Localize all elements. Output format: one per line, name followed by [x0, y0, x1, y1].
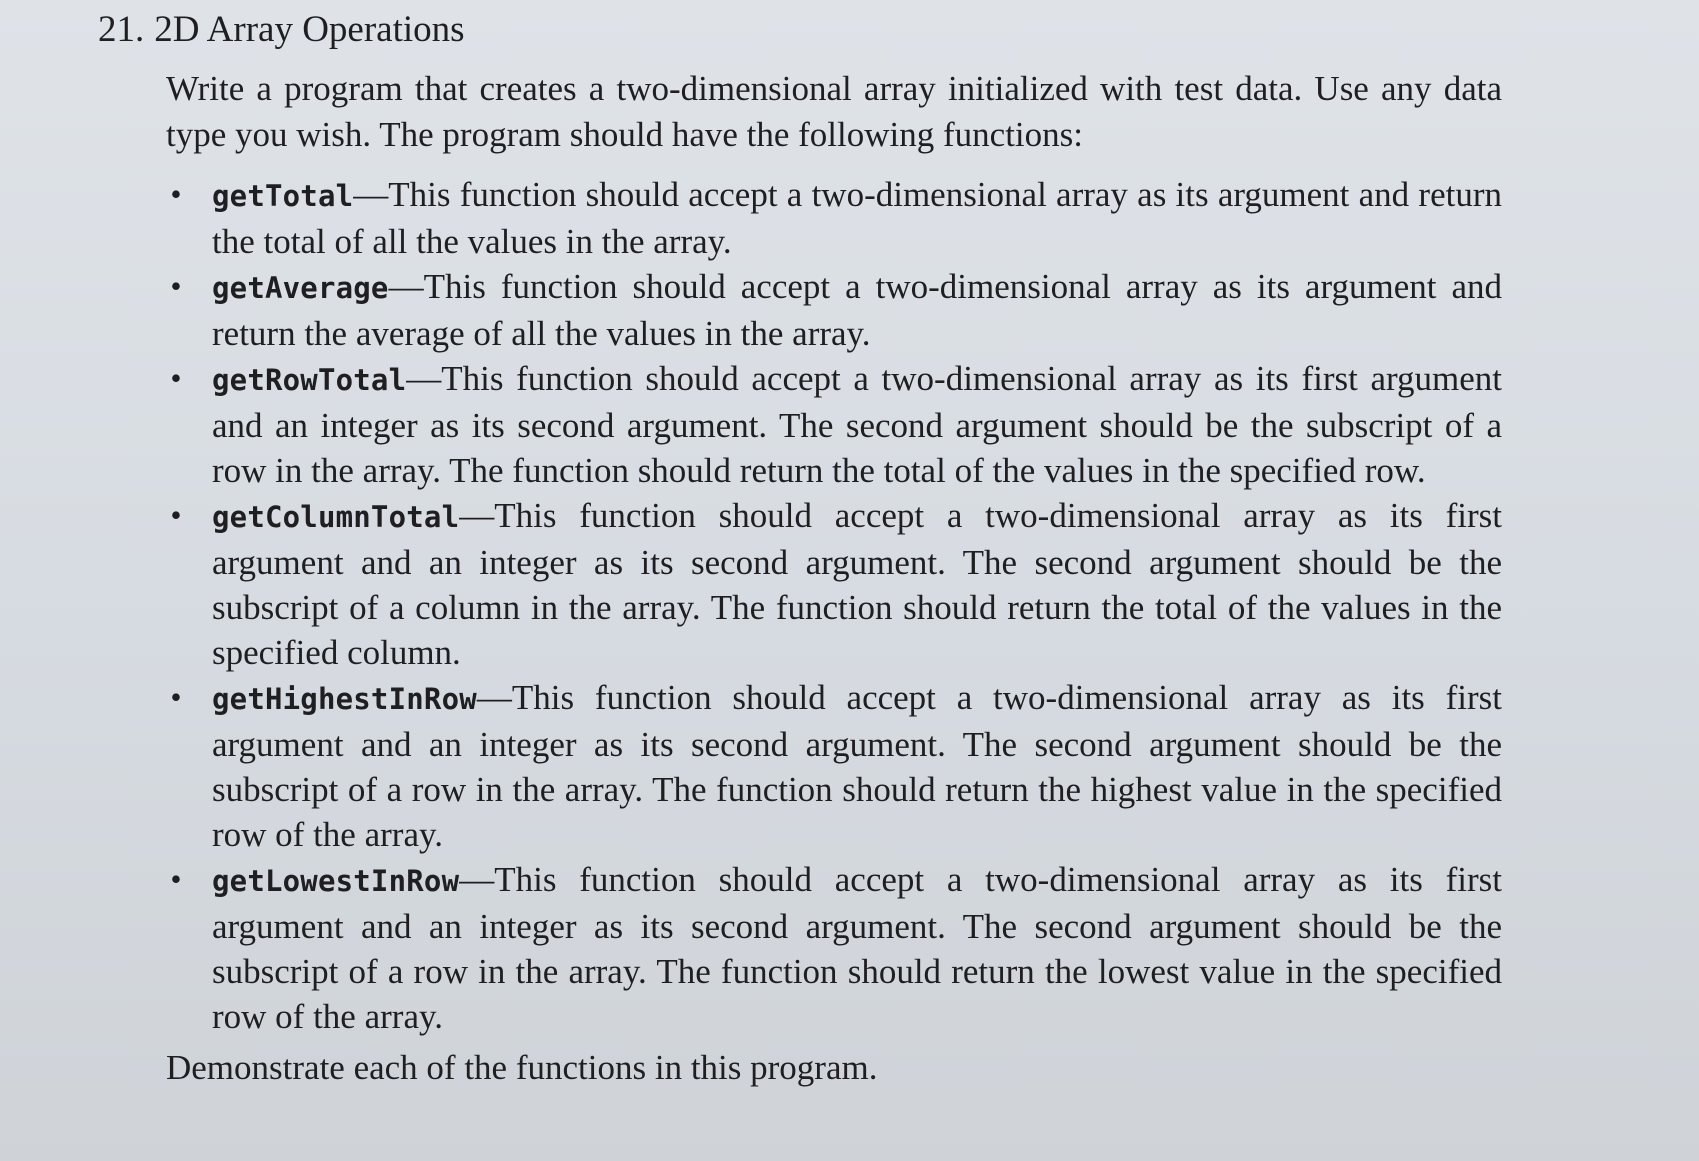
function-name: getRowTotal: [212, 363, 407, 397]
exercise-closing: Demonstrate each of the functions in this program.: [166, 1048, 878, 1087]
bullet-icon: •: [170, 679, 182, 715]
function-description: —This function should accept a two-dimensional array as its argument and return the average of all the values in the array.: [212, 267, 1502, 353]
function-description: —This function should accept a two-dimensional array as its argument and return the total of all the values in the array.: [212, 175, 1502, 261]
exercise-heading: [98, 8, 465, 52]
function-name: getAverage: [212, 271, 389, 305]
function-name: getTotal: [212, 179, 354, 213]
bullet-icon: •: [170, 497, 182, 533]
bullet-icon: •: [170, 861, 182, 897]
bullet-icon: •: [170, 268, 182, 304]
exercise-intro: Write a program that creates a two-dimensional array initialized with test data. Use any data type you wish. The program should have the following functions:: [166, 69, 1502, 154]
list-item-get-row-total: [166, 356, 1502, 493]
exercise-body: [166, 66, 1502, 1126]
list-item-get-highest-in-row: [166, 675, 1502, 857]
function-description: —This function should accept a two-dimensional array as its first argument and an integer as its second argument. The second argument should be the subscript of a column in the array. The function should return the total of the values in the specified column.: [212, 496, 1502, 672]
bullet-icon: •: [170, 360, 182, 396]
function-name: getHighestInRow: [212, 682, 477, 716]
list-item-get-lowest-in-row: [166, 857, 1502, 1039]
list-item-get-average: [166, 264, 1502, 356]
function-name: getLowestInRow: [212, 864, 460, 898]
function-description: —This function should accept a two-dimensional array as its first argument and an integer as its second argument. The second argument should be the subscript of a row in the array. The function should return the highest value in the specified row of the array.: [212, 678, 1502, 854]
list-item-get-column-total: [166, 493, 1502, 675]
function-description: —This function should accept a two-dimensional array as its first argument and an integer as its second argument. The second argument should be the subscript of a row in the array. The function should return the lowest value in the specified row of the array.: [212, 860, 1502, 1036]
list-item-get-total: [166, 172, 1502, 264]
exercise-title: 2D Array Operations: [154, 9, 465, 50]
function-name: getColumnTotal: [212, 500, 460, 534]
function-list: [166, 172, 1502, 1039]
exercise-number: 21.: [98, 9, 145, 50]
bullet-icon: •: [170, 176, 182, 212]
function-description: —This function should accept a two-dimensional array as its first argument and an integer as its second argument. The second argument should be the subscript of a row in the array. The function should return the total of the values in the specified row.: [212, 359, 1502, 490]
